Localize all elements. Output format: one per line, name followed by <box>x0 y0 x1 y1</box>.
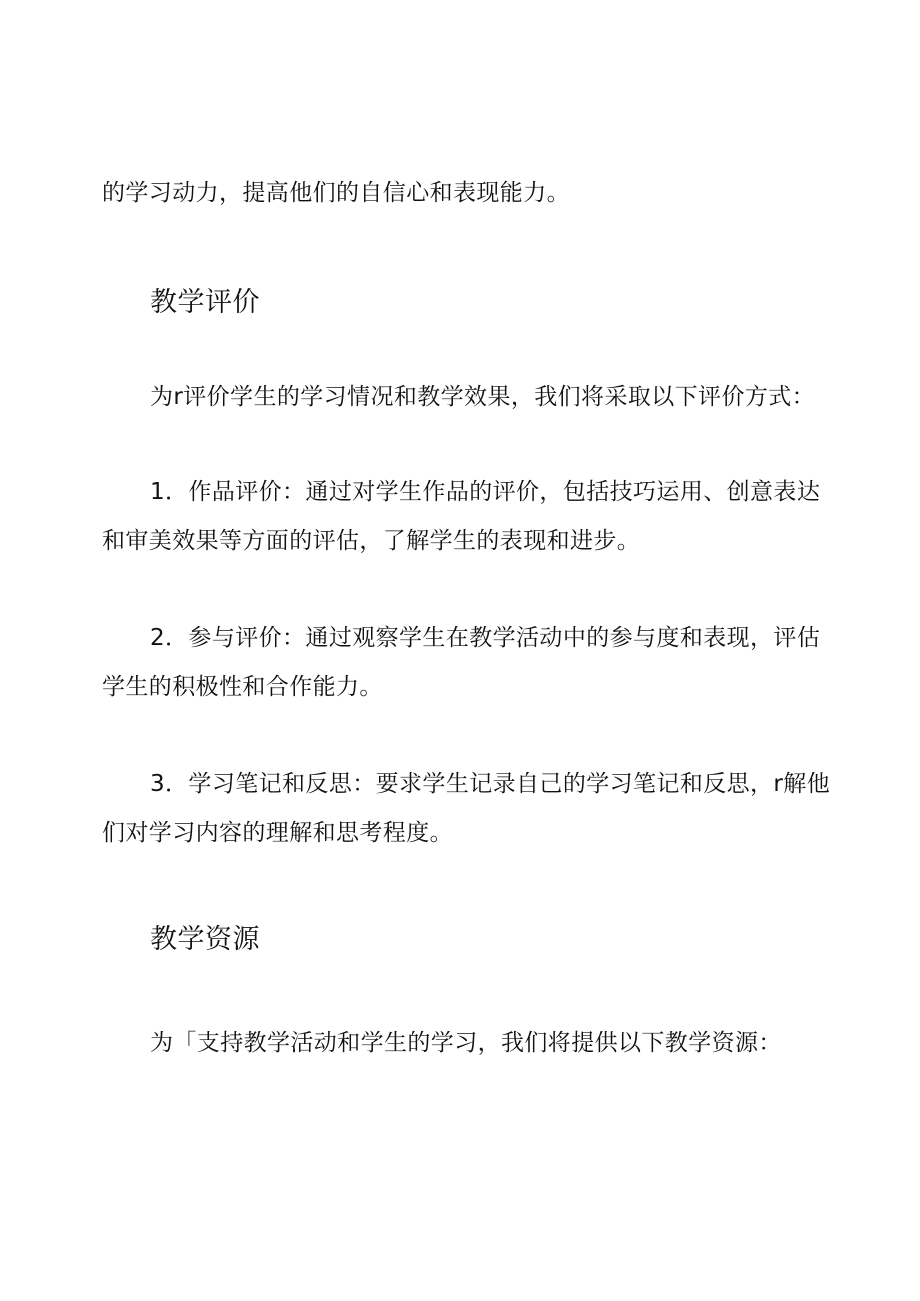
list-item-line: 1．作品评价：通过对学生作品的评价，包括技巧运用、创意表达 <box>150 479 821 505</box>
list-item-line: 3．学习笔记和反思：要求学生记录自己的学习笔记和反思，r解他 <box>150 771 831 797</box>
list-item-line: 学生的积极性和合作能力。 <box>102 674 383 700</box>
list-item-line: 们对学习内容的理解和思考程度。 <box>102 820 453 846</box>
evaluation-intro-paragraph: 为r评价学生的学习情况和教学效果，我们将采取以下评价方式： <box>150 384 816 410</box>
section-heading-evaluation: 教学评价 <box>150 287 260 318</box>
list-item-line: 2．参与评价：通过观察学生在教学活动中的参与度和表现，评估 <box>150 625 821 651</box>
list-item-line: 和审美效果等方面的评估，了解学生的表现和进步。 <box>102 528 641 554</box>
section-heading-resources: 教学资源 <box>150 924 260 955</box>
resources-intro-paragraph: 为「支持教学活动和学生的学习，我们将提供以下教学资源： <box>150 1030 782 1056</box>
continuation-paragraph: 的学习动力，提高他们的自信心和表现能力。 <box>102 180 570 206</box>
